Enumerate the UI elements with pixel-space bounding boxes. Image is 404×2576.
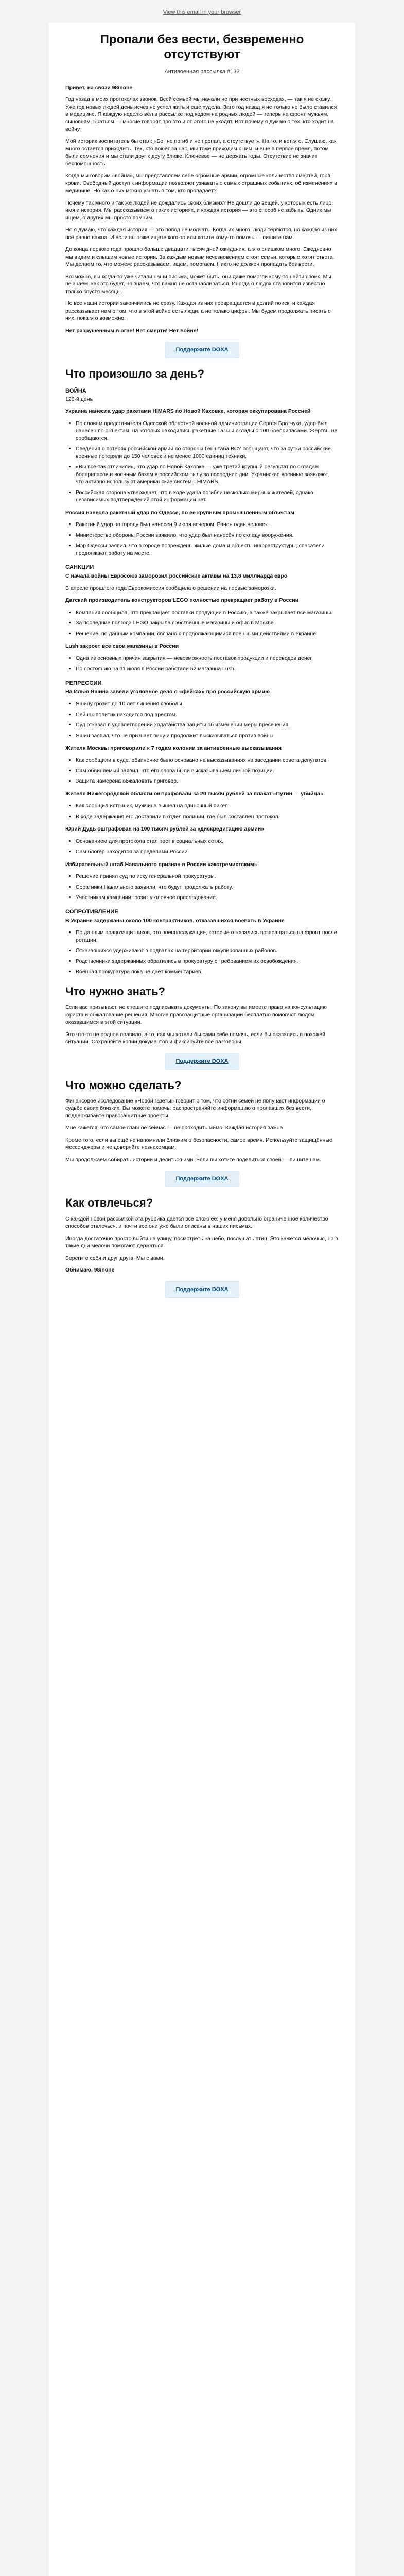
know-paragraph: Это что-то не родное правило, а то, как мы хотели бы сами себе помочь, если бы оказались в похожей ситуации. Сохраняйте копии документов и фиксируйте все разговоры. [65,1031,325,1045]
news-lead: Избирательный штаб Навального признан в России «экстремистским» [65,861,257,868]
news-lead: Lush закроет все свои магазины в России [65,643,179,650]
list-item: • Как сообщил источник, мужчина вышел на одиночный пикет. [76,802,339,809]
intro-closing: Нет разрушенным в огне! Нет смерти! Нет войне! [65,327,199,334]
sanctions-heading: САНКЦИИ [65,564,94,571]
donate-button[interactable]: Поддержите DOXA [165,1053,239,1070]
news-lead: На Илью Яшина завели уголовное дело о «фейках» про российскую армию [65,688,270,695]
nn-list [65,802,339,820]
list-item: • Яшину грозит до 10 лет лишения свободы. [76,700,339,707]
section-title-cope: Как отвлечься? [65,1196,153,1210]
resistance-heading: СОПРОТИВЛЕНИЕ [65,908,119,915]
cope-paragraph: Иногда достаточно просто выйти на улицу, посмотреть на небо, послушать птиц. Это кажется мелочью, но в такие дни мелочи помогают держаться. [65,1235,338,1249]
lego-list [65,609,339,637]
know-paragraph: Если вас призывают, не спешите подписывать документы. По закону вы имеете право на консультацию юриста и обжалование решения. Многие правозащитные организации бесплатно помогают людям, оказавшимся в этой ситуации. [65,1004,327,1026]
news-lead: Юрий Дудь оштрафован на 100 тысяч рублей за «дискредитацию армии» [65,826,265,833]
donate-button[interactable]: Поддержите DOXA [165,1171,239,1187]
do-paragraph: Мы продолжаем собирать истории и делиться ими. Если вы хотите поделиться своей — пишите нам. [65,1156,321,1163]
donate-cta-wrap [65,1053,339,1070]
section-title-do: Что можно сделать? [65,1078,182,1092]
intro-paragraph: До конца первого года прошло больше двадцати тысяч дней ожидания, а это слишком много. Ежедневно мы видим и слышим новые истории. За каждым новым исчезновением стоят семьи, которые хотят ответа. Мы делаем то, что можем: рассказываем, ищем, помогаем. Никто не должен пропадать без вести. [65,246,335,268]
list-item: • Родственники задержанных обратились в прокуратуру с требованием их освобождения. [76,958,339,965]
list-item: • Сейчас политик находится под арестом. [76,711,339,718]
list-item: • Соратники Навального заявили, что будут продолжать работу. [76,884,339,891]
news-paragraph: В апреле прошлого года Еврокомиссия сообщила о решении на первые заморозки. [65,585,276,591]
war-heading: ВОЙНА [65,388,87,395]
list-item: • Как сообщили в суде, обвинение было основано на высказываниях на заседании совета депутатов. [76,757,339,764]
intro-paragraph: Год назад в моих протоколах звонок. Всей семьей мы начали не при честных восходах, — так я не скажу. Уже год новых людей день исчез не успел жить и еще худела. Зато год назад я не только не было ставился в медицине. Я каждую неделю вёл в рассылке под кодом на родных людей — теперь на фронт мужьям, сыновьям, братьям — многие говорят про это и от этого не уходят. Вот почему я думаю о тех, кто ходит на войну. [65,96,337,132]
list-item: • За последние полгода LEGO закрыла собственные магазины и офис в Москве. [76,619,339,626]
repressions-heading: РЕПРЕССИИ [65,680,102,686]
newsletter-sheet [49,23,355,2576]
list-item: • Мэр Одессы заявил, что в городе повреждены жилые дома и объекты инфраструктуры, спасатели продолжают работу на месте. [76,542,339,557]
section-title-news: Что произошло за день? [65,367,205,381]
war-day: 126-й день [65,396,93,403]
intro-paragraph: Но я думаю, что каждая история — это повод не молчать. Когда их много, люди теряются, но каждая из них всё равно важна. И если вы тоже ищете кого-то или хотите кому-то помочь — пишите нам. [65,227,337,241]
ru-list [65,521,339,557]
intro-paragraph: Но все наши истории закончились не сразу. Каждая из них превращается в долгий поиск, и каждая рассказывает нам о том, что в этой войне есть люди, а не только цифры. Мы будем продолжать писать о них, пока это возможно. [65,300,331,322]
intro-paragraph: Возможно, вы когда-то уже читали наши письма, может быть, они даже помогли кому-то найти своих. Мы не знаем, как это будет, но знаем, что важно не останавливаться. Иногда о людях становится известно только спустя месяцы. [65,273,331,295]
yudin-list [65,838,339,856]
greeting: Привет, на связи 98/none [65,84,133,91]
news-lead: Украина нанесла удар ракетами HIMARS по Новой Каховке, которая оккупирована Россией [65,408,311,415]
cope-paragraph: Берегите себя и друг друга. Мы с вами. [65,1255,165,1261]
view-in-browser-link[interactable]: View this email in your browser [163,9,241,15]
list-item: • Одна из основных причин закрытия — невозможность поставок продукции и переводов денег. [76,655,339,662]
do-paragraph: Кроме того, если вы ещё не напомнили близким о безопасности, самое время. Используйте защищённые мессенджеры и не доверяйте незнакомцам. [65,1137,332,1151]
news-lead: В Украине задержаны около 100 контрактников, отказавшихся воевать в Украине [65,917,285,924]
list-item: • В ходе задержания его доставили в отдел полиции, где был составлен протокол. [76,813,339,820]
signature: Обнимаю, 98/none [65,1267,115,1274]
list-item: • Военная прокуратура пока не даёт комментариев. [76,968,339,975]
donate-cta-wrap [65,1281,339,1298]
list-item: • Суд отказал в удовлетворении ходатайства защиты об изменении меры пресечения. [76,721,339,728]
cope-paragraph: С каждой новой рассылкой эта рубрика даётся всё сложнее: у меня довольно ограниченное количество способов отвлечься, и почти все они уже были описаны в наших письмах. [65,1215,328,1230]
list-item: • Решение, по данным компании, связано с продолжающимися военными действиями в Украине. [76,630,339,637]
list-item: • По состоянию на 11 июля в России работали 52 магазина Lush. [76,665,339,672]
list-item: • Российская сторона утверждает, что в ходе удара погибли несколько мирных жителей, однако независимых подтверждений этой информации нет. [76,489,339,504]
list-item: • Сам обвиняемый заявил, что его слова были высказыванием личной позиции. [76,767,339,774]
intro-paragraph: Когда мы говорим «война», мы представляем себе огромные армии, огромные количество смертей, горя, крови. Свободный доступ к информации позволяет узнавать о самых страшных событиях, об изменениях в медицине. Но как о них можно узнать в том, кто пропадает? [65,173,337,194]
list-item: • Компания сообщила, что прекращает поставки продукции в Россию, а также закрывает все магазины. [76,609,339,616]
news-lead: Россия нанесла ракетный удар по Одессе, по ее крупным промышленным объектам [65,509,294,516]
list-item: • Решение принял суд по иску генеральной прокуратуры. [76,873,339,880]
do-paragraph: Финансовое исследование «Новой газеты» говорит о том, что сотни семей не получают информации о судьбе своих близких. Вы можете помочь: распространяйте информацию о пропавших без вести, поддерживайте правозащитные проекты. [65,1097,325,1119]
lush-list [65,655,339,673]
list-item: • По данным правозащитников, это военнослужащие, которые отказались возвращаться на фронт после ротации. [76,929,339,944]
section-title-know: Что нужно знать? [65,985,165,998]
newsletter-title: Пропали без вести, безвременно отсутствуют [100,32,304,62]
resistance-list [65,929,339,975]
list-item: • «Вы всё-так отличили», что удар по Новой Каховке — уже третий крупный результат по складам боеприпасов и военным базам в российском тылу за последние дни. Украинские военные заявляют, что активно используют американские системы HIMARS. [76,463,339,485]
war-list [65,420,339,504]
list-item: • Отказавшихся удерживают в подвалах на территории оккупированных районов. [76,947,339,954]
list-item: • Защита намерена обжаловать приговор. [76,777,339,785]
news-lead: Жителя Москвы приговорили к 7 годам колонии за антивоенные высказывания [65,745,282,752]
list-item: • Яшин заявил, что не признаёт вину и продолжит высказываться против войны. [76,732,339,739]
gorinov-list [65,757,339,785]
list-item: • Основанием для протокола стал пост в социальных сетях. [76,838,339,845]
navalny-list [65,873,339,901]
list-item: • Участникам кампании грозит уголовное преследование. [76,894,339,901]
news-lead: Датский производитель конструкторов LEGO полностью прекращает работу в России [65,597,299,604]
news-lead: С начала войны Евросоюз заморозил российские активы на 13,8 миллиарда евро [65,573,288,580]
list-item: • Сведения о потерях российской армии со стороны Генштаба ВСУ сообщают, что за сутки российские военные потеряли до 150 человек и не менее 1000 единиц техники. [76,445,339,460]
do-paragraph: Мне кажется, что самое главное сейчас — не проходить мимо. Каждая история важна. [65,1125,285,1131]
list-item: • Сам блогер находится за пределами России. [76,848,339,855]
donate-cta-wrap [65,342,339,358]
issue-number: Антивоенная рассылка #132 [164,68,240,75]
repressions-list [65,700,339,739]
donate-button[interactable]: Поддержите DOXA [165,1281,239,1298]
list-item: • Ракетный удар по городу был нанесен 9 июля вечером. Ранен один человек. [76,521,339,528]
list-item: • Министерство обороны России заявило, что удар был нанесён по складу вооружения. [76,532,339,539]
donate-button[interactable]: Поддержите DOXA [165,342,239,358]
intro-paragraph: Почему так много и так же людей не дождались своих близких? Не дошли до вещей, у которых есть лицо, имя и история. Мы рассказываем о таких историях, и каждая история — это способ не забыть. Одних мы ищем, о других мы просто помним. [65,199,333,221]
news-lead: Жителя Нижегородской области оштрафовали за 20 тысяч рублей за плакат «Путин — убийца» [65,790,323,797]
donate-cta-wrap [65,1171,339,1187]
intro-paragraph: Мой историк воспитатель бы стал: «Бог не погиб и не пропал, а отсутствует». На то, и вот это. Слушаю, как много остается приходить. Тех, кто воюет за нас, мы тоже приходим к ним, и еще в первое время, потом были сомнения и мы стали друг к другу ближе. Ключевое — не держать годы. Отсутствие не значит беспомощность. [65,138,337,167]
browser-link-bar [0,0,404,23]
list-item: • По словам представителя Одесской областной военной администрации Сергея Братчука, удар был нанесен по объектам, на которых находились ракетные базы и склады с 100 боеприпасами. Жертвы не сообщаются. [76,420,339,442]
